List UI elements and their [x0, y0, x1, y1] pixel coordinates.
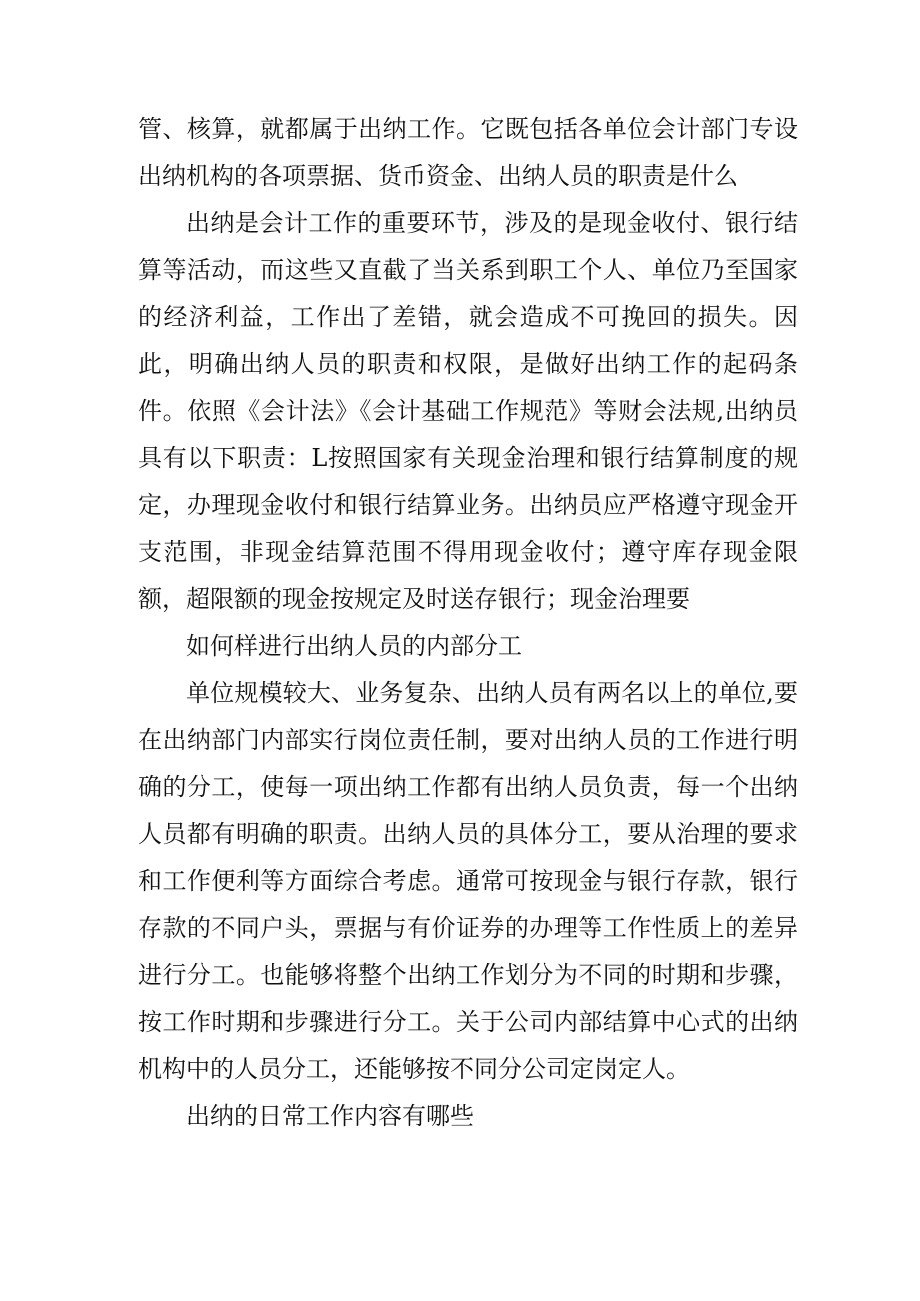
paragraph-cashier-duties: 出纳是会计工作的重要环节，涉及的是现金收付、银行结算等活动，而这些又直截了当关系到职工个人、单位乃至国家的经济利益，工作出了差错，就会造成不可挽回的损失。因此，明确出纳人员的职责和权限，是做好出纳工作的起码条件。依照《会计法》《会计基础工作规范》等财会法规,出纳员具有以下职责：L按照国家有关现金治理和银行结算制度的规定，办理现金收付和银行结算业务。出纳员应严格遵守现金开支范围，非现金结算范围不得用现金收付；遵守库存现金限额，超限额的现金按规定及时送存银行；现金治理要: [138, 209, 798, 613]
paragraph-division-of-labor: 单位规模较大、业务复杂、出纳人员有两名以上的单位,要在出纳部门内部实行岗位责任制，要对出纳人员的工作进行明确的分工，使每一项出纳工作都有出纳人员负责，每一个出纳人员都有明确的职责。出纳人员的具体分工，要从治理的要求和工作便利等方面综合考虑。通常可按现金与银行存款，银行存款的不同户头，票据与有价证券的办理等工作性质上的差异进行分工。也能够将整个出纳工作划分为不同的时期和步骤，按工作时期和步骤进行分工。关于公司内部结算中心式的出纳机构中的人员分工，还能够按不同分公司定岗定人。: [138, 679, 798, 1083]
section-heading-division-of-labor: 如何样进行出纳人员的内部分工: [186, 632, 522, 660]
document-body: [138, 106, 798, 1140]
section-heading-daily-work: 出纳的日常工作内容有哪些: [186, 1102, 474, 1130]
paragraph-continuation: 管、核算，就都属于出纳工作。它既包括各单位会计部门专设出纳机构的各项票据、货币资金、出纳人员的职责是什么: [138, 115, 798, 190]
